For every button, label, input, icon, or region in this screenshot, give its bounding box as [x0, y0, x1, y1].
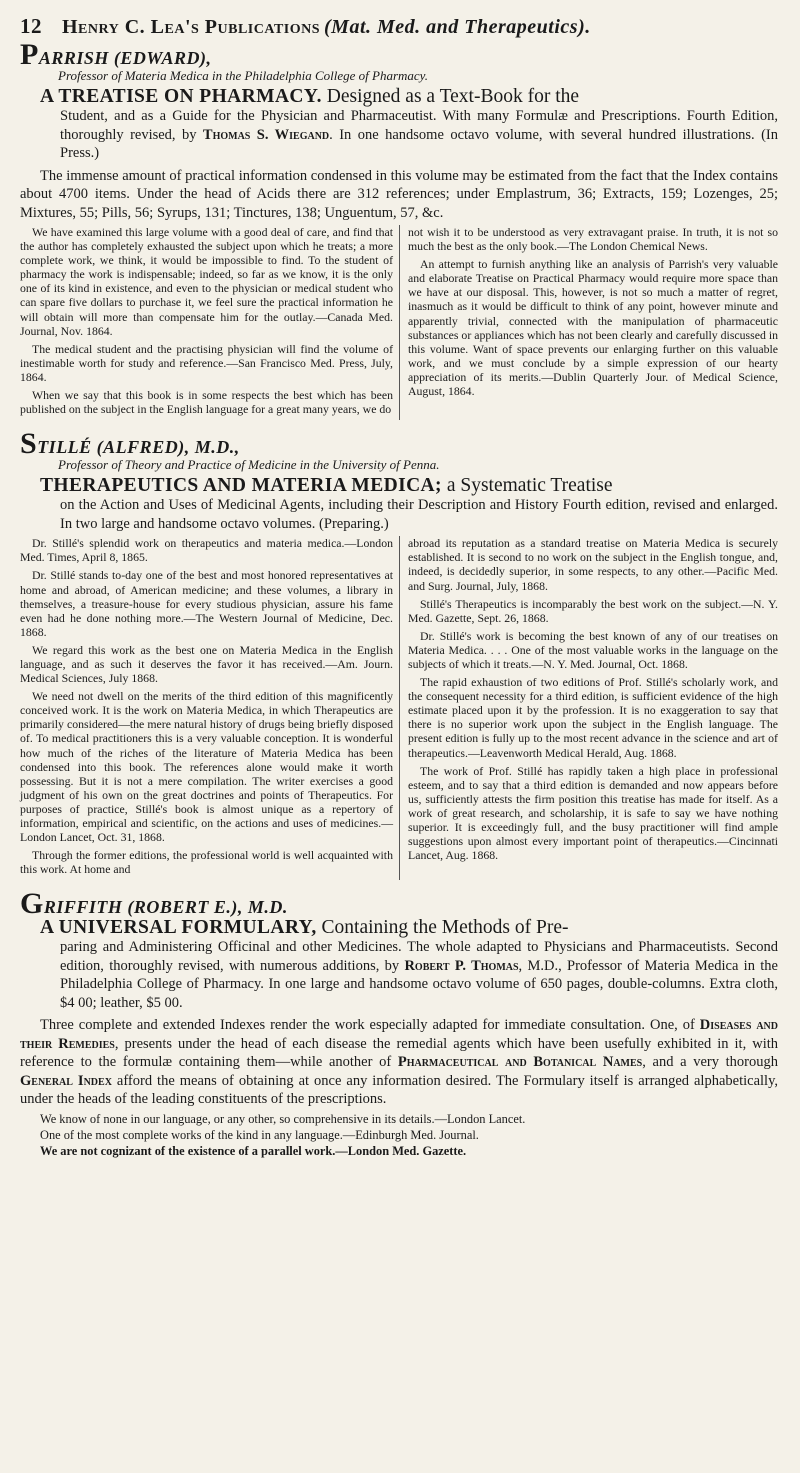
review: When we say that this book is in some respects the best which has been published on the subject in the English language for a great many years, we do: [20, 388, 393, 417]
book-description: on the Action and Uses of Medicinal Agents, including their Description and History Fourth edition, revised and enlarged. In two large and handsome octavo volumes. (Preparing.): [60, 497, 778, 532]
review: One of the most complete works of the kind in any language.—Edinburgh Med. Journal.: [40, 1127, 479, 1142]
book-title: [40, 917, 778, 938]
page-number: 12: [20, 14, 42, 38]
author-name-rest: ARRISH (EDWARD),: [38, 48, 212, 68]
running-head-title: Henry C. Lea's Publications: [62, 16, 321, 38]
book-title-caps: A TREATISE ON PHARMACY.: [40, 86, 322, 107]
lead-part: Three complete and extended Indexes render the work especially adapted for immediate consultation. One, of: [40, 1017, 700, 1034]
lead-part: , and a very thorough: [642, 1054, 778, 1071]
book-description: [60, 107, 778, 163]
griffith-section: [20, 887, 779, 1159]
drop-initial: S: [20, 427, 38, 461]
lead-paragraph: The immense amount of practical information condensed in this volume may be estimated from the fact that the Index contains about 4700 items. Under the head of Acids there are 312 references; under Emplastrum, 36; Extracts, 159; Lozenges, 25; Mixtures, 55; Pills, 56; Syrups, 131; Tinctures, 138; Unguentum, 57, &c.: [20, 167, 778, 221]
review-columns: [20, 225, 778, 420]
stille-section: [20, 427, 778, 880]
review-column-left: [20, 536, 393, 880]
review: Through the former editions, the professional world is well acquainted with this work. At home and: [20, 848, 393, 877]
author-name: [20, 427, 778, 461]
desc-part: . In one handsome octavo volume, with several hundred illustrations. (In Press.): [60, 126, 778, 161]
author-title: Professor of Theory and Practice of Medicine in the University of Penna.: [58, 457, 440, 473]
desc-part: paring and Administering Officinal and other Medicines. The whole adapted to Physicians and Pharmaceutists. Second edition, thoroughly revised, with numerous additions, by: [60, 939, 778, 974]
book-title-rest: Designed as a Text-Book for the: [321, 86, 580, 107]
author-name-rest: TILLÉ (ALFRED), M.D.,: [37, 437, 240, 458]
review: The medical student and the practising physician will find the volume of inestimable worth for study and reference.—San Francisco Med. Press, July, 1864.: [20, 341, 393, 384]
running-head-subtitle: (Mat. Med. and Therapeutics).: [324, 16, 591, 38]
review: We need not dwell on the merits of the third edition of this magnificently conceived work. It is the work on Materia Medica, in which Therapeutics are primarily considered—the mere natural history of drugs being briefly disposed of. To medical practitioners this is a very valuable conception. It is wonderful how much of the riches of the literature of Materia Medica has been condensed into this book. The references alone would make it worth possessing. But it is not a mere compilation. The writer exercises a good judgment of his own on the great doctrines and points of Therapeutics. For purposes of practice, Stillé's book is almost unique as a repertory of information, empirical and scientific, on the actions and uses of medicines.—London Lancet, Oct. 31, 1868.: [20, 689, 393, 845]
review: An attempt to furnish anything like an analysis of Parrish's very valuable and elaborate Treatise on Practical Pharmacy would require more space than we have at our disposal. This, however, is not so much a matter of regret, inasmuch as it would be difficult to think of any point, however minute and apparently trivial, connected with the manipulation of pharmaceutic substances or appliances which has not been clearly and carefully discussed in this volume. Want of space prevents our enlarging further on this valuable work, and we must conclude by a simple expression of our hearty appreciation of its merits.—Dublin Quarterly Jour. of Medical Science, August, 1864.: [408, 257, 778, 399]
review: Dr. Stillé's splendid work on therapeutics and materia medica.—London Med. Times, April 8, 1865.: [20, 536, 393, 565]
index-name: Pharmaceutical and Botanical Names: [397, 1054, 643, 1071]
desc-part: Student, and as a Guide for the Physician and Pharmaceutist. With many Formulæ and Prescriptions. Fourth Edition, thoroughly revised, by: [60, 108, 778, 143]
index-name: Diseases and their Remedies: [20, 1017, 778, 1052]
reviser-name: Robert P. Thomas: [404, 957, 519, 974]
book-title: [40, 86, 778, 107]
parrish-section: [20, 38, 778, 420]
book-description: [60, 938, 778, 1012]
review: We regard this work as the best one on Materia Medica in the English language, and as such it deserves the favor it has received.—Am. Journ. Medical Sciences, July 1868.: [20, 642, 393, 686]
review: We have examined this large volume with a good deal of care, and find that the author has completely exhausted the subject upon which he treats; a more complete work, we think, it would be impossible to find. To the student of pharmacy the work is indispensable; indeed, so far as we know, it is the only one of its kind in existence, and even to the physician or medical student who can spare five dollars to purchase it, we feel sure the practical information he will obtain will more than compensate him for the outlay.—Canada Med. Journal, Nov. 1864.: [20, 225, 393, 338]
running-head: [20, 14, 778, 39]
book-title-caps: A UNIVERSAL FORMULARY,: [40, 917, 317, 939]
desc-part: , M.D., Professor of Materia Medica in the Philadelphia College of Pharmacy. In one large and handsome octavo volume of 650 pages, double-columns. Extra cloth, $4 00; leather, $5 00.: [60, 957, 778, 1011]
book-title-rest: a Systematic Treatise: [441, 475, 613, 497]
review: not wish it to be understood as very extravagant praise. In truth, it is not so much the best as the only book.—The London Chemical News.: [408, 225, 778, 254]
review-columns: [20, 536, 778, 880]
author-name: [20, 887, 778, 921]
review: We are not cognizant of the existence of a parallel work.—London Med. Gazette.: [40, 1143, 467, 1158]
review-column-right: [399, 225, 778, 420]
drop-initial: G: [20, 887, 44, 921]
author-name: [20, 38, 778, 71]
review: Dr. Stillé stands to-day one of the best and most honored representatives at home and abroad, of American medicine; and these volumes, a library in themselves, a treasure-house for every studious physician, assure his fame even had he done nothing more.—The Western Journal of Medicine, Dec. 1868.: [20, 568, 393, 639]
review: The work of Prof. Stillé has rapidly taken a high place in professional esteem, and to say that a third edition is demanded and now appears before us, sufficiently attests the firm position this treatise has made for itself. As a work of great research, and scholarship, it is safe to say we have nothing superior. It is exceedingly full, and the busy practitioner will find ample suggestions upon almost every important point of therapeutics.—Cincinnati Lancet, Aug. 1868.: [408, 763, 778, 863]
drop-initial: P: [20, 38, 39, 71]
review: We know of none in our language, or any other, so comprehensive in its details.—London Lancet.: [40, 1111, 526, 1126]
book-title-caps: THERAPEUTICS AND MATERIA MEDICA;: [40, 475, 442, 497]
book-title: [40, 475, 778, 496]
lead-part: , presents under the head of each disease the remedial agents which have been usefully exhibited in it, with reference to the formulæ containing them—while another of: [20, 1035, 779, 1071]
review: abroad its reputation as a standard treatise on Materia Medica is securely established. It is second to no work on the subject in the English tongue, and, indeed, is decidedly superior, in some respects, to any other.—Pacific Med. and Surg. Journal, July, 1868.: [408, 536, 778, 593]
review: The rapid exhaustion of two editions of Prof. Stillé's scholarly work, and the consequent necessity for a third edition, is sufficient evidence of the high estimate placed upon it by the profession. It is no exaggeration to say that there is no superior work upon the subject in the English language. The present edition is fully up to the most recent advance in the science and art of therapeutics.—Leavenworth Medical Herald, Aug. 1868.: [408, 675, 778, 760]
reviser-name: Thomas S. Wiegand: [202, 126, 330, 143]
lead-paragraph: [20, 1016, 778, 1109]
author-title: Professor of Materia Medica in the Philadelphia College of Pharmacy.: [58, 68, 428, 83]
lead-part: afford the means of obtaining at once any information desired. The Formulary itself is arranged alphabetically, under the heads of the leading constituents of the prescriptions.: [20, 1072, 778, 1108]
review: Stillé's Therapeutics is incomparably the best work on the subject.—N. Y. Med. Gazette, Sept. 26, 1868.: [408, 596, 778, 625]
author-name-rest: RIFFITH (ROBERT E.), M.D.: [43, 897, 288, 918]
review: Dr. Stillé's work is becoming the best known of any of our treatises on Materia Medica. . . . One of the most valuable works in the language on the subjects of which it treats.—N. Y. Med. Journal, Oct. 1868.: [408, 628, 778, 671]
book-title-rest: Containing the Methods of Pre-: [316, 917, 569, 939]
index-name: General Index: [20, 1072, 112, 1089]
review-column-right: [399, 536, 778, 880]
review-column-left: [20, 225, 393, 420]
